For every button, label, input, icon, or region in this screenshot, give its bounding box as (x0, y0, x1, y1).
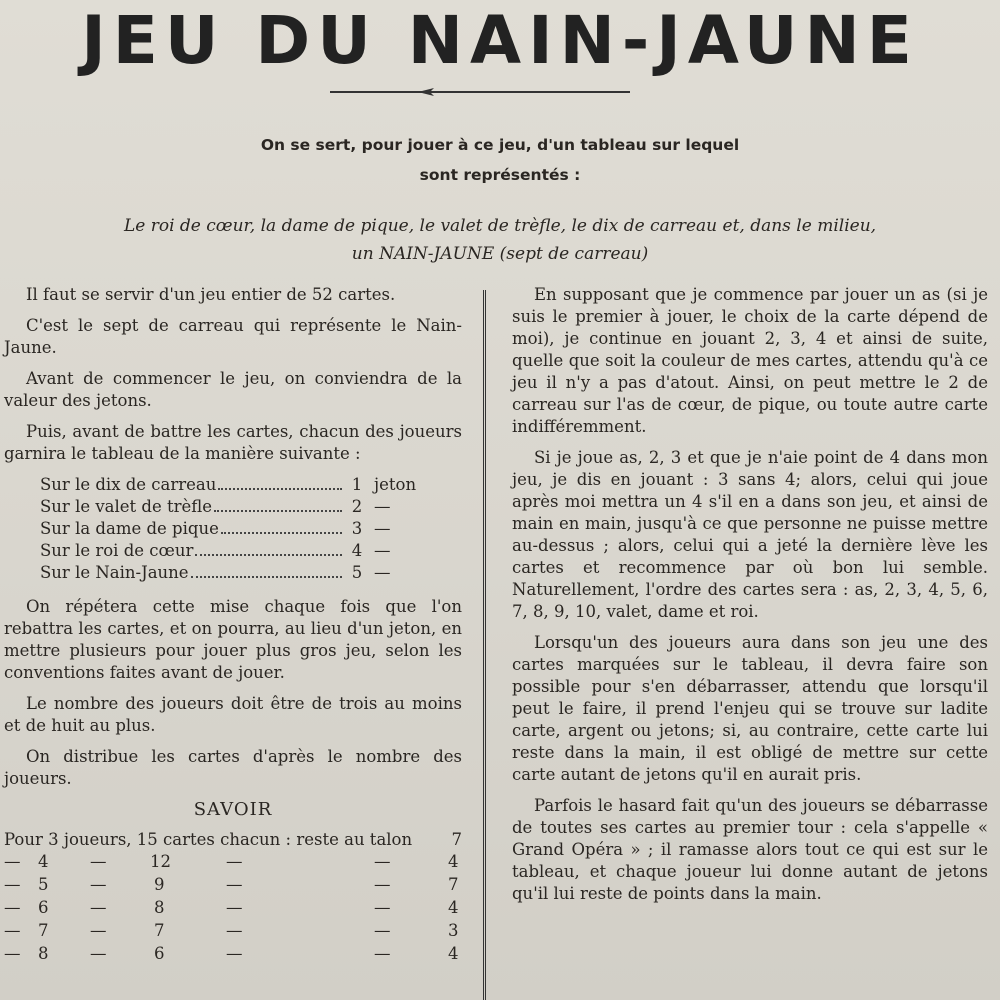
stake-table (40, 474, 430, 584)
paragraph: Lorsqu'un des joueurs aura dans son jeu une des cartes marquées sur le tableau, il devra faire son possible pour s'en débarrasser, attendu que lorsqu'il peut le faire, il prend l'enjeu qui se trouve sur ladite carte, argent ou jetons; si, au contraire, cette carte lui reste dans la main, il est obligé de mettre sur cette carte autant de jetons qu'il en aurait pris. (512, 633, 988, 784)
paragraph: Si je joue as, 2, 3 et que je n'aie point de 4 dans mon jeu, je dis en jouant : 3 sans 4; alors, celui qui joue après moi mettra un 4 s'il en a dans son jeu, et ainsi de main en main, jusqu'à ce que personne ne puisse mettre au-dessus ; alors, celui qui a jeté la dernière lève les cartes et recommence par où bon lui semble. Naturellement, l'ordre des cartes sera : as, 2, 3, 4, 5, 6, 7, 8, 9, 10, valet, dame et roi. (512, 448, 988, 621)
ornamental-rule (330, 86, 630, 98)
paragraph: Puis, avant de battre les cartes, chacun des joueurs garnira le tableau de la manière suivante : (4, 422, 462, 463)
stake-row: Sur le valet de trèfle 2 — (40, 497, 391, 516)
cards-line-1: Le roi de cœur, la dame de pique, le valet de trèfle, le dix de carreau et, dans le milieu, (123, 216, 877, 236)
stake-row: Sur le roi de cœur 4 — (40, 541, 391, 560)
paragraph: On répétera cette mise chaque fois que l'on rebattra les cartes, et on pourra, au lieu d'un jeton, en mettre plusieurs pour jouer plus gros jeu, selon les conventions faites avant de jouer. (4, 597, 462, 682)
savoir-row: — 6 — 8 — — 4 (4, 898, 459, 917)
page-title: JEU DU NAIN-JAUNE (81, 2, 919, 79)
stake-row: Sur la dame de pique 3 — (40, 519, 391, 538)
left-column (4, 284, 462, 966)
intro-text (60, 130, 940, 190)
paragraph: En supposant que je commence par jouer un as (si je suis le premier à jouer, le choix de la carte dépend de moi), je continue en jouant 2, 3, 4 et ainsi de suite, quelle que soit la couleur de mes cartes, attendu qu'à ce jeu il n'y a pas d'atout. Ainsi, on peut mettre le 2 de carreau sur l'as de cœur, de pique, ou toute autre carte indifféremment. (512, 285, 988, 436)
stake-row: Sur le Nain-Jaune 5 — (40, 563, 391, 582)
intro-line-2: sont représentés : (419, 166, 581, 184)
savoir-table (4, 851, 462, 966)
right-column (512, 284, 988, 914)
savoir-first-row: Pour 3 joueurs, 15 cartes chacun : reste au talon 7 (4, 830, 462, 849)
paragraph: On distribue les cartes d'après le nombre des joueurs. (4, 747, 462, 788)
paragraph: C'est le sept de carreau qui représente le Nain-Jaune. (4, 316, 462, 357)
cards-description (30, 212, 970, 268)
savoir-heading: SAVOIR (193, 799, 273, 820)
savoir-row: — 4 — 12 — — 4 (4, 852, 459, 871)
paragraph: Avant de commencer le jeu, on conviendra de la valeur des jetons. (4, 369, 462, 410)
stake-row: Sur le dix de carreau 1 jeton (40, 475, 417, 494)
savoir-row: — 5 — 9 — — 7 (4, 875, 459, 894)
paragraph: Il faut se servir d'un jeu entier de 52 cartes. (26, 285, 396, 304)
paragraph: Le nombre des joueurs doit être de trois au moins et de huit au plus. (4, 694, 462, 735)
paragraph: Parfois le hasard fait qu'un des joueurs se débarrasse de toutes ses cartes au premier tour : cela s'appelle « Grand Opéra » ; il ramasse alors tout ce qui est sur le tableau, et chaque joueur lui donne autant de jetons qu'il lui reste de points dans la main. (512, 796, 988, 903)
savoir-row: — 8 — 6 — — 4 (4, 944, 459, 963)
intro-line-1: On se sert, pour jouer à ce jeu, d'un tableau sur lequel (260, 136, 740, 154)
cards-line-2: un NAIN-JAUNE (sept de carreau) (351, 244, 649, 264)
column-divider (483, 290, 486, 1000)
savoir-row: — 7 — 7 — — 3 (4, 921, 459, 940)
